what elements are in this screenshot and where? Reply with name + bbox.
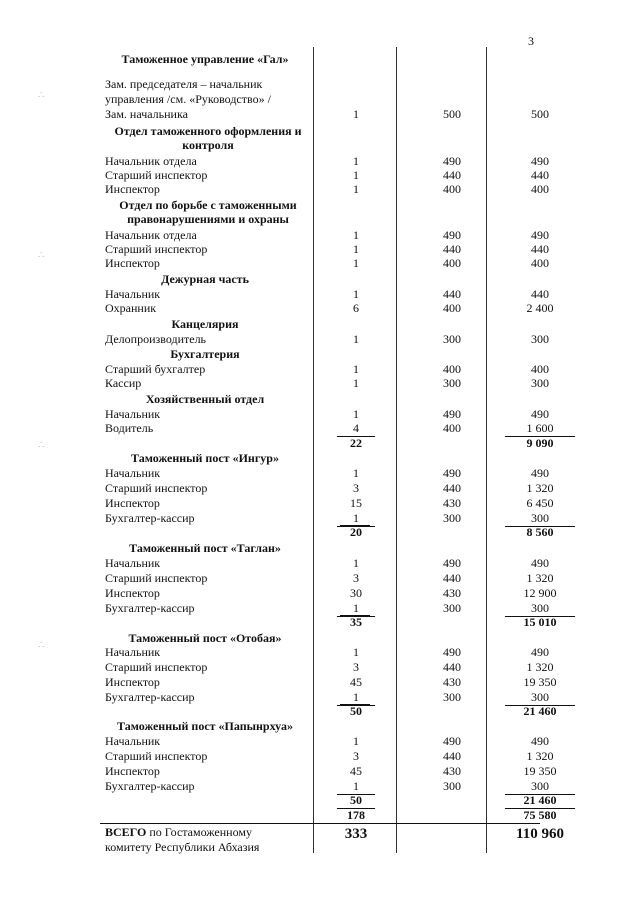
row-rate: 490 (443, 228, 461, 242)
table-row (105, 256, 585, 271)
row-total: 300 (505, 779, 575, 795)
row-count: 1 (353, 332, 359, 346)
sum-row (105, 808, 585, 823)
row-total: 440 (531, 168, 549, 182)
table-row (105, 92, 585, 107)
row-name: Водитель (105, 421, 154, 435)
row-rate: 490 (443, 556, 461, 570)
row-name: Бухгалтер-кассир (105, 779, 195, 793)
row-total: 300 (505, 511, 575, 527)
row-name: Инспектор (105, 586, 160, 600)
row-total: 490 (531, 228, 549, 242)
row-name: Старший инспектор (105, 168, 208, 182)
table-row (105, 242, 585, 257)
row-count: 1 (353, 256, 359, 270)
row-total: 490 (531, 154, 549, 168)
table-row (105, 421, 585, 436)
row-count: 1 (353, 376, 359, 390)
row-name: Начальник отдела (105, 228, 197, 242)
table-row (105, 586, 585, 601)
table-row (105, 332, 585, 347)
table-row (105, 556, 585, 571)
row-name: Бухгалтер-кассир (105, 511, 195, 525)
table-row (105, 77, 585, 92)
row-rate: 430 (443, 496, 461, 510)
subtotal-count: 50 (350, 704, 362, 718)
table-row (105, 301, 585, 316)
row-count: 1 (337, 690, 375, 706)
subtotal-count: 35 (350, 615, 362, 629)
row-count: 1 (353, 154, 359, 168)
row-count: 4 (337, 421, 375, 437)
table-row (105, 168, 585, 183)
row-name: Старший инспектор (105, 481, 208, 495)
row-count: 1 (353, 287, 359, 301)
row-rate: 440 (443, 481, 461, 495)
row-total: 300 (531, 332, 549, 346)
margin-scan-mark: ∴ (38, 250, 45, 261)
row-rate: 490 (443, 154, 461, 168)
row-count: 1 (353, 182, 359, 196)
row-count: 1 (353, 107, 359, 121)
row-total: 19 350 (523, 764, 557, 778)
row-name: Начальник (105, 734, 161, 748)
table-row (105, 496, 585, 511)
table-row (105, 779, 585, 794)
row-name: Старший инспектор (105, 571, 208, 585)
row-name: Начальник (105, 287, 161, 301)
table-row (105, 749, 585, 764)
subtotal-count: 50 (337, 793, 375, 809)
section-header: Отдел таможенного оформления и контроля (114, 124, 302, 152)
row-name: Начальник (105, 645, 161, 659)
grand-total-count: 333 (344, 826, 368, 842)
row-rate: 300 (443, 376, 461, 390)
subtotal-rule (340, 436, 370, 437)
row-total: 400 (531, 182, 549, 196)
table-row (105, 376, 585, 391)
subtotal-rule (340, 704, 370, 705)
table-row (105, 287, 585, 302)
row-name: Охранник (105, 301, 157, 315)
row-rate: 430 (443, 764, 461, 778)
row-count: 1 (337, 511, 375, 527)
row-rate: 400 (443, 362, 461, 376)
subtotal-row (105, 525, 585, 540)
row-count: 1 (353, 645, 359, 659)
row-name: Инспектор (105, 764, 160, 778)
table-row (105, 675, 585, 690)
grand-label-rest: по Гостаможенному (146, 825, 252, 839)
row-total: 19 350 (523, 675, 557, 689)
grand-total-sum: 110 960 (516, 826, 564, 842)
row-rate: 300 (443, 332, 461, 346)
row-count: 1 (353, 734, 359, 748)
row-rate: 440 (443, 242, 461, 256)
row-name: Начальник (105, 466, 161, 480)
row-name: Бухгалтер-кассир (105, 601, 195, 615)
subtotal-total: 21 460 (505, 793, 575, 809)
row-rate: 400 (443, 256, 461, 270)
row-count: 1 (353, 466, 359, 480)
section-header: Таможенный пост «Таглан» (129, 541, 281, 555)
section-header: Таможенный пост «Папынрхуа» (117, 719, 293, 733)
row-rate: 300 (443, 690, 461, 704)
section-header: Дежурная часть (161, 272, 249, 286)
row-total: 490 (531, 466, 549, 480)
row-count: 1 (353, 556, 359, 570)
table-row (105, 466, 585, 481)
row-name: Начальник (105, 407, 161, 421)
row-name: Зам. председателя – начальник (105, 77, 263, 91)
row-name: Инспектор (105, 496, 160, 510)
sum-total: 75 580 (523, 808, 557, 822)
row-count: 1 (353, 362, 359, 376)
row-total: 300 (531, 376, 549, 390)
row-name: Бухгалтер-кассир (105, 690, 195, 704)
table-row (105, 362, 585, 377)
row-name: Инспектор (105, 256, 160, 270)
row-total: 490 (531, 645, 549, 659)
row-total: 2 400 (526, 301, 554, 315)
subtotal-total: 8 560 (526, 525, 554, 539)
row-name: Старший инспектор (105, 660, 208, 674)
row-total: 490 (531, 407, 549, 421)
subtotal-count: 20 (350, 525, 362, 539)
row-name: Начальник отдела (105, 154, 197, 168)
table-row (105, 154, 585, 169)
row-count: 45 (350, 675, 362, 689)
row-total: 400 (531, 256, 549, 270)
margin-scan-mark: ∴ (38, 90, 45, 101)
row-total: 6 450 (526, 496, 554, 510)
row-count: 3 (353, 660, 359, 674)
row-name: Начальник (105, 556, 161, 570)
row-total: 490 (531, 734, 549, 748)
row-total: 1 320 (526, 481, 554, 495)
row-count: 1 (353, 168, 359, 182)
subtotal-count: 22 (350, 436, 362, 450)
section-header: Хозяйственный отдел (145, 392, 265, 406)
section-header: Таможенный пост «Ингур» (131, 451, 279, 465)
table-row (105, 182, 585, 197)
row-rate: 440 (443, 168, 461, 182)
section-header: Канцелярия (171, 317, 239, 331)
row-count: 1 (353, 228, 359, 242)
row-name: Старший бухгалтер (105, 362, 206, 376)
row-rate: 490 (443, 734, 461, 748)
row-rate: 400 (443, 182, 461, 196)
row-rate: 490 (443, 407, 461, 421)
table-row (105, 734, 585, 749)
row-count: 1 (353, 242, 359, 256)
row-rate: 500 (443, 107, 461, 121)
sum-count: 178 (347, 808, 365, 822)
table-row (105, 481, 585, 496)
subtotal-row (105, 704, 585, 719)
row-name: Зам. начальника (105, 107, 188, 121)
table-row (105, 690, 585, 705)
row-total: 440 (531, 287, 549, 301)
table-row (105, 571, 585, 586)
subtotal-rule (340, 525, 370, 526)
row-total: 1 320 (526, 660, 554, 674)
grand-label-bold: ВСЕГО (105, 825, 147, 839)
row-name: Старший инспектор (105, 242, 208, 256)
row-count: 1 (353, 407, 359, 421)
row-rate: 400 (443, 301, 461, 315)
row-count: 45 (350, 764, 362, 778)
row-count: 3 (353, 571, 359, 585)
table-row (105, 107, 585, 122)
table-row (105, 645, 585, 660)
row-rate: 490 (443, 466, 461, 480)
row-total: 1 320 (526, 571, 554, 585)
grand-label-line2: комитету Республики Абхазия (105, 840, 260, 854)
grand-total-label (105, 825, 259, 855)
subtotal-total: 9 090 (526, 436, 554, 450)
row-rate: 430 (443, 675, 461, 689)
subtotal-rule (340, 615, 370, 616)
row-total: 300 (505, 601, 575, 617)
row-name: Инспектор (105, 182, 160, 196)
row-rate: 490 (443, 645, 461, 659)
row-count: 30 (350, 586, 362, 600)
page-number: 3 (528, 34, 534, 48)
subtotal-row (105, 793, 585, 808)
grand-total-row (105, 825, 585, 859)
row-rate: 440 (443, 660, 461, 674)
subtotal-row (105, 615, 585, 630)
row-name: Старший инспектор (105, 749, 208, 763)
row-count: 1 (337, 779, 375, 795)
row-name: Кассир (105, 376, 142, 390)
row-name: Делопроизводитель (105, 332, 207, 346)
table-row (105, 511, 585, 526)
row-name: управления /см. «Руководство» / (105, 92, 271, 106)
row-total: 490 (531, 556, 549, 570)
row-total: 1 600 (505, 421, 575, 437)
row-count: 6 (353, 301, 359, 315)
section-header: Таможенный пост «Отобая» (128, 631, 282, 645)
row-total: 300 (505, 690, 575, 706)
row-total: 500 (531, 107, 549, 121)
row-total: 440 (531, 242, 549, 256)
row-rate: 300 (443, 511, 461, 525)
section-header: Бухгалтерия (170, 347, 240, 361)
row-rate: 400 (443, 421, 461, 435)
grand-rule (100, 823, 540, 824)
section-header: Таможенное управление «Гал» (121, 52, 289, 66)
row-total: 12 900 (523, 586, 557, 600)
row-total: 1 320 (526, 749, 554, 763)
row-rate: 430 (443, 586, 461, 600)
row-count: 15 (350, 496, 362, 510)
margin-scan-mark: ∴ (38, 640, 45, 651)
row-count: 3 (353, 749, 359, 763)
table-row (105, 407, 585, 422)
section-header: Отдел по борьбе с таможенными правонарушениями и охраны (119, 198, 297, 226)
row-count: 1 (337, 601, 375, 617)
row-name: Инспектор (105, 675, 160, 689)
table-row (105, 228, 585, 243)
subtotal-total: 15 010 (523, 615, 557, 629)
margin-scan-mark: ∴ (38, 440, 45, 451)
table-row (105, 764, 585, 779)
subtotal-total: 21 460 (523, 704, 557, 718)
row-rate: 440 (443, 749, 461, 763)
subtotal-row (105, 436, 585, 451)
row-rate: 300 (443, 601, 461, 615)
row-rate: 440 (443, 287, 461, 301)
table-row (105, 601, 585, 616)
row-total: 400 (531, 362, 549, 376)
row-count: 3 (353, 481, 359, 495)
row-rate: 300 (443, 779, 461, 793)
row-rate: 440 (443, 571, 461, 585)
table-row (105, 660, 585, 675)
